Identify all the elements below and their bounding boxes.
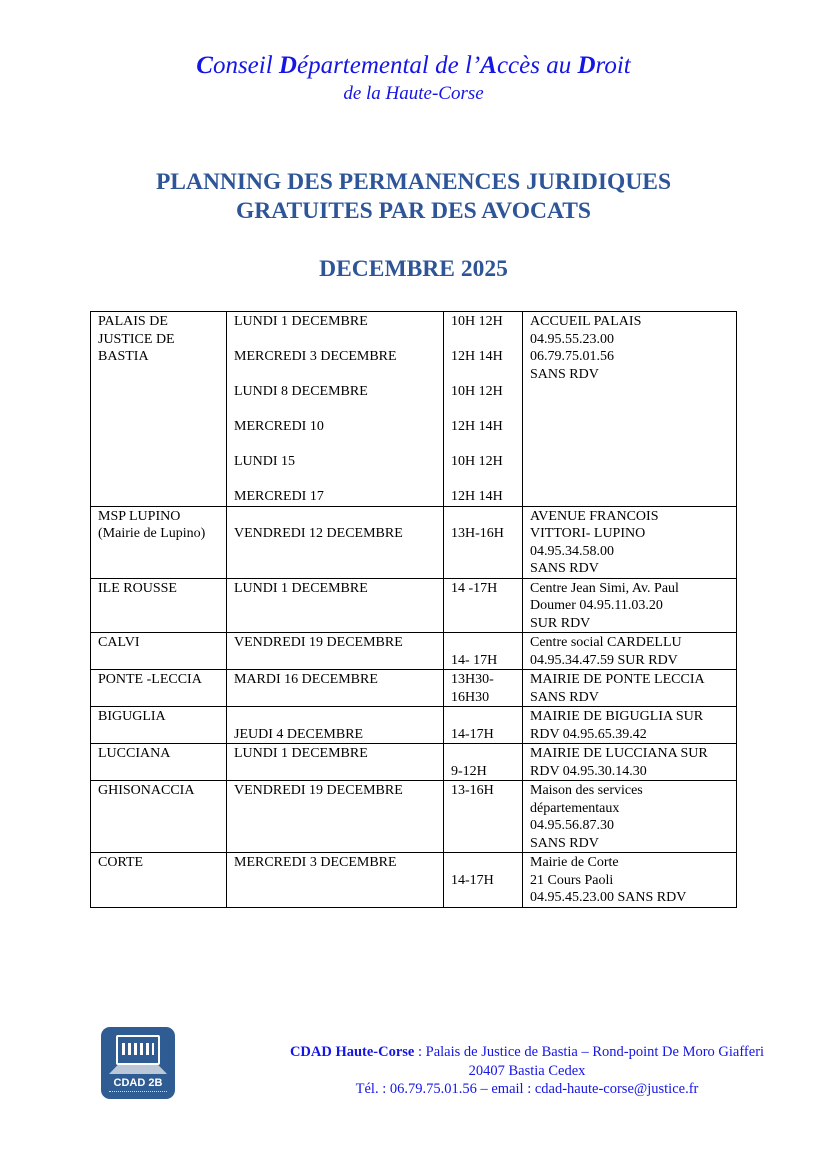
cell-line: 13-16H — [451, 783, 494, 798]
title-line: GRATUITES PAR DES AVOCATS — [236, 198, 591, 224]
word: ccès au — [496, 52, 578, 79]
table-row — [91, 633, 737, 670]
cell-line: RDV 04.95.30.14.30 — [530, 763, 647, 779]
cell-line: (Mairie de Lupino) — [98, 526, 206, 541]
time-cell — [444, 670, 523, 707]
cell-line: MERCREDI 17 — [234, 489, 324, 504]
cell-line: BIGUGLIA — [98, 709, 166, 724]
contact-cell — [523, 312, 737, 507]
cell-line: 12H 14H — [451, 419, 503, 434]
table-row — [91, 670, 737, 707]
contact-cell — [523, 853, 737, 908]
table-row — [91, 744, 737, 781]
cell-line: ACCUEIL PALAIS — [530, 314, 642, 329]
time-cell — [444, 578, 523, 633]
footer-contact: Tél. : 06.79.75.01.56 – email : cdad-haute-corse@justice.fr — [355, 1081, 699, 1097]
date-cell — [227, 670, 444, 707]
cell-line: MERCREDI 3 DECEMBRE — [234, 349, 397, 364]
location-cell — [91, 578, 227, 633]
footer-city: 20407 Bastia Cedex — [468, 1062, 586, 1079]
date-cell — [227, 853, 444, 908]
location-cell — [91, 670, 227, 707]
cell-line: 06.79.75.01.56 — [530, 349, 614, 364]
initial: D — [577, 52, 596, 79]
cell-line: PONTE -LECCIA — [98, 672, 202, 687]
word: onseil — [212, 52, 279, 79]
cell-line: Centre social CARDELLU — [530, 635, 682, 650]
logo-text: CDAD 2B — [113, 1077, 163, 1089]
cell-line: ILE ROUSSE — [98, 580, 177, 596]
cell-line: VITTORI- LUPINO — [530, 526, 646, 541]
cell-line: 04.95.56.87.30 — [530, 818, 614, 833]
cell-line: LUNDI 8 DECEMBRE — [234, 384, 368, 399]
cell-line: JUSTICE DE — [98, 331, 175, 347]
location-cell — [91, 506, 227, 578]
cell-line: 9-12H — [451, 763, 487, 779]
cell-line: SUR RDV — [530, 615, 591, 631]
cell-line: JEUDI 4 DECEMBRE — [234, 726, 364, 742]
word: roit — [595, 52, 631, 79]
organization-name — [0, 52, 827, 80]
time-cell — [444, 633, 523, 670]
cell-line: MAIRIE DE LUCCIANA SUR — [530, 746, 708, 761]
date-cell — [227, 312, 444, 507]
cell-line: 04.95.34.47.59 SUR RDV — [530, 652, 678, 668]
initial: A — [480, 52, 497, 79]
contact-cell — [523, 506, 737, 578]
cell-line: 10H 12H — [451, 454, 503, 469]
cell-line: Doumer 04.95.11.03.20 — [530, 598, 663, 613]
contact-cell — [523, 707, 737, 744]
time-cell — [444, 781, 523, 853]
cell-line: BASTIA — [98, 349, 149, 364]
cell-line: LUCCIANA — [98, 746, 171, 761]
cell-line: SANS RDV — [530, 561, 599, 576]
contact-cell — [523, 633, 737, 670]
cell-line: 04.95.45.23.00 SANS RDV — [530, 890, 687, 905]
title-line: PLANNING DES PERMANENCES JURIDIQUES — [155, 169, 672, 195]
date-cell — [227, 506, 444, 578]
cell-line: MARDI 16 DECEMBRE — [234, 672, 378, 687]
cell-line: Centre Jean Simi, Av. Paul — [530, 580, 679, 596]
contact-cell — [523, 670, 737, 707]
cell-line: GHISONACCIA — [98, 783, 195, 798]
cell-line: 10H 12H — [451, 384, 503, 399]
location-cell — [91, 707, 227, 744]
location-cell — [91, 853, 227, 908]
schedule-table — [90, 311, 737, 908]
time-cell — [444, 744, 523, 781]
page-title — [0, 168, 827, 226]
cdad-logo — [101, 1027, 175, 1099]
organization-subtitle: de la Haute-Corse — [343, 83, 484, 104]
table-row — [91, 578, 737, 633]
cell-line: MSP LUPINO — [98, 508, 181, 524]
cell-line: LUNDI 1 DECEMBRE — [234, 746, 368, 761]
cell-line: 04.95.34.58.00 — [530, 543, 614, 559]
footer-org: CDAD Haute-Corse — [289, 1044, 415, 1060]
month-heading: DECEMBRE 2025 — [319, 256, 508, 282]
cell-line: VENDREDI 19 DECEMBRE — [234, 783, 403, 798]
time-cell — [444, 312, 523, 507]
location-cell — [91, 312, 227, 507]
contact-cell — [523, 744, 737, 781]
date-cell — [227, 744, 444, 781]
time-cell — [444, 506, 523, 578]
cell-line: LUNDI 1 DECEMBRE — [234, 580, 368, 596]
cell-line: LUNDI 1 DECEMBRE — [234, 314, 368, 329]
cell-line: LUNDI 15 — [234, 454, 296, 469]
initial: D — [278, 52, 297, 79]
cell-line: départementaux — [530, 800, 620, 816]
time-cell — [444, 707, 523, 744]
cell-line: CALVI — [98, 635, 140, 650]
cell-line: Maison des services — [530, 783, 643, 798]
cell-line: Mairie de Corte — [530, 855, 619, 870]
cell-line: CORTE — [98, 855, 144, 870]
cell-line: 10H 12H — [451, 314, 503, 329]
contact-cell — [523, 781, 737, 853]
cell-line: 14-17H — [451, 726, 494, 742]
cell-line: SANS RDV — [530, 366, 599, 382]
date-cell — [227, 707, 444, 744]
table-row — [91, 781, 737, 853]
word: épartemental de l’ — [296, 52, 481, 79]
table-row — [91, 506, 737, 578]
cell-line: 13H30- — [451, 672, 494, 687]
cell-line: 21 Cours Paoli — [530, 872, 614, 888]
cell-line: 13H-16H — [451, 526, 504, 541]
cell-line: MERCREDI 3 DECEMBRE — [234, 855, 397, 870]
building-icon — [116, 1035, 160, 1065]
date-cell — [227, 633, 444, 670]
location-cell — [91, 744, 227, 781]
cell-line: 14 -17H — [451, 580, 498, 596]
location-cell — [91, 633, 227, 670]
table-row — [91, 707, 737, 744]
initial: C — [196, 52, 213, 79]
cell-line: 12H 14H — [451, 349, 503, 364]
cell-line: RDV 04.95.65.39.42 — [530, 726, 647, 742]
cell-line: 04.95.55.23.00 — [530, 331, 614, 347]
cell-line: SANS RDV — [530, 835, 599, 851]
cell-line: MAIRIE DE PONTE LECCIA — [530, 672, 705, 687]
cell-line: PALAIS DE — [98, 314, 168, 329]
cell-line: MERCREDI 10 — [234, 419, 324, 434]
location-cell — [91, 781, 227, 853]
cell-line: 12H 14H — [451, 489, 503, 504]
contact-cell — [523, 578, 737, 633]
cell-line: 14- 17H — [451, 652, 498, 668]
cell-line: SANS RDV — [530, 689, 599, 705]
cell-line: VENDREDI 12 DECEMBRE — [234, 526, 403, 541]
date-cell — [227, 781, 444, 853]
logo-ground — [109, 1065, 167, 1074]
cell-line: 16H30 — [451, 689, 490, 705]
time-cell — [444, 853, 523, 908]
date-cell — [227, 578, 444, 633]
table-row — [91, 853, 737, 908]
cell-line: VENDREDI 19 DECEMBRE — [234, 635, 403, 650]
logo-tagline — [109, 1091, 167, 1096]
cell-line: MAIRIE DE BIGUGLIA SUR — [530, 709, 704, 724]
cell-line: AVENUE FRANCOIS — [530, 508, 659, 524]
cell-line: 14-17H — [451, 872, 494, 888]
table-row — [91, 312, 737, 507]
footer-address: : Palais de Justice de Bastia – Rond-point De Moro Giafferi — [414, 1044, 765, 1060]
footer — [262, 1043, 792, 1099]
